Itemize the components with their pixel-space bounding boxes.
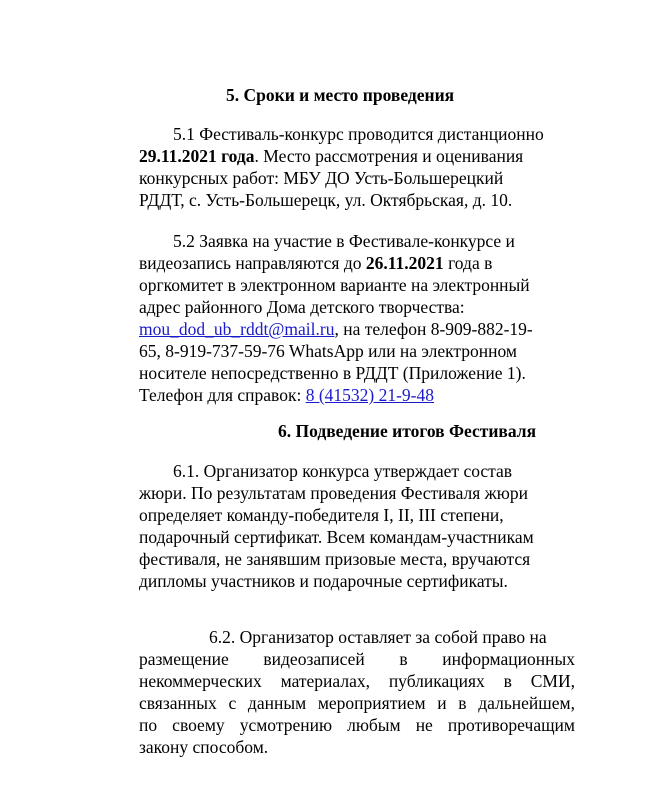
p62-line-6: закону способом. [139,737,269,757]
p61-line-5: фестиваля, не занявшим призовые места, вручаются [139,549,531,569]
p62-line-5: по своему усмотрению любым не противоречащим [139,715,575,735]
p61-line-3: определяет команду-победителя I, II, III степени, [139,505,504,525]
p52-line-8-pre: Телефон для справок: [139,385,306,405]
p52-line-1: 5.2 Заявка на участие в Фестивале-конкурсе и [173,231,515,251]
p51-line-2 [139,145,575,167]
p61-line-2: жюри. По результатам проведения Фестиваля жюри [139,483,528,503]
paragraph-6-2 [139,626,575,758]
p62-line-4: связанных с данным мероприятием и в дальнейшем, [139,693,575,713]
section-6-heading: 6. Подведение итогов Фестиваля [278,421,537,441]
p51-line-1: 5.1 Фестиваль-конкурс проводится дистанционно [173,124,544,144]
p61-line-6: дипломы участников и подарочные сертификаты. [139,571,508,591]
p51-line-4: РДДТ, с. Усть-Большерецк, ул. Октябрьская, д. 10. [139,190,513,210]
p51-line-2-text: . Место рассмотрения и оценивания [254,146,524,166]
paragraph-6-1 [139,460,575,592]
p51-date: 29.11.2021 года [139,146,255,166]
paragraph-5-1 [139,123,575,211]
p51-line-3: конкурсных работ: МБУ ДО Усть-Большерецкий [139,168,504,188]
p52-line-5-text: , на телефон 8-909-882-19- [334,319,533,339]
p52-date: 26.11.2021 [365,253,444,273]
phone-link[interactable]: 8 (41532) 21-9-48 [305,385,434,405]
p62-line-3: некоммерческих материалах, публикациях в СМИ, [139,671,575,691]
p61-line-4: подарочный сертификат. Всем командам-участникам [139,527,534,547]
p61-line-1: 6.1. Организатор конкурса утверждает состав [173,461,513,481]
paragraph-5-2 [139,230,575,406]
p52-line-5 [139,318,575,340]
p52-line-7: носителе непосредственно в РДДТ (Приложение 1). [139,363,526,383]
section-5-heading: 5. Сроки и место проведения [226,85,455,105]
p52-line-6: 65, 8-919-737-59-76 WhatsApp или на электронном [139,341,517,361]
p52-line-2-pre: видеозапись направляются до [139,253,366,273]
email-link[interactable]: mou_dod_ub_rddt@mail.ru [139,319,335,339]
p52-line-3: оргкомитет в электронном варианте на электронный [139,275,530,295]
p52-line-2-post: года в [443,253,493,273]
p52-line-8 [139,384,575,406]
p52-line-2 [139,252,575,274]
p62-line-2: размещение видеозаписей в информационных [139,649,575,669]
p52-line-4: адрес районного Дома детского творчества: [139,297,465,317]
p62-line-1: 6.2. Организатор оставляет за собой право на [209,627,547,647]
